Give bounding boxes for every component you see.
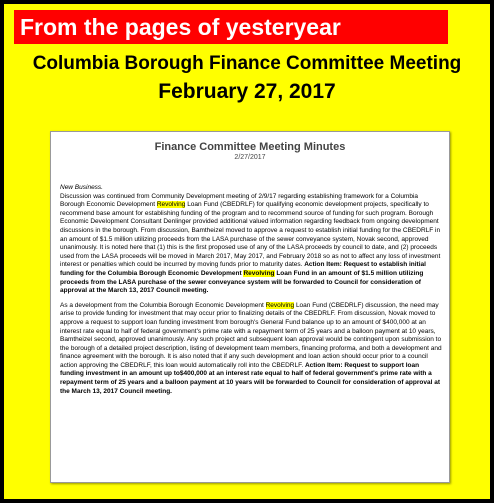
- action-item-1a: Action Item: Request to establish initial funding for the Columbia Borough Economic Development: [60, 261, 426, 277]
- document-date: 2/27/2017: [234, 154, 266, 161]
- headline-date: February 27, 2017: [158, 80, 336, 103]
- highlighted-word: Revolving: [265, 301, 295, 309]
- paragraph-1-text-a: Discussion was continued from Community Development meeting of 2/9/17 regarding establishing framework for a Columbia Borough Economic Development: [60, 192, 419, 209]
- paragraph-1: [60, 193, 442, 296]
- paragraph-2-text-b: Loan Fund (CBEDRLF) discussion, the need may arise to provide funding for investment that may occur prior to finalizing details of the CBEDRLF. From discussion, Novak moved to approve a request to support loan funding investment from borough's General Fund balance up to an amount of $400,000 at an interest rate equal to half of federal government's prime rate with a repayment term of 25 years and a balloon payment at 10 years, Bamtheizel second, approved unanimously. Any such project and subsequent loan approval would be contingent upon submission to the borough of a detailed project description, listing of development team members, financing proforma, and both a development and finance agreement with the borough. It is also noted that if any such development and loan action should occur prior to a council action approving the CBEDRLF, this loan would automatically roll into the CBEDRLF.: [60, 301, 442, 369]
- headline-title: Columbia Borough Finance Committee Meeting: [32, 53, 462, 74]
- paragraph-1-text-b: Loan Fund (CBEDRLF) for qualifying economic development projects, specifically to recommend base amount for establishing funding of the program and to recommend source of funding for such program. Borough Economic Development Consultant Denlinger provided additional valued information regarding feedback from ongoing development discussions in the borough. From discussion, Bamtheizel moved to approve a request to establish initial funding for the CBEDRLF in an amount of $1.5 million utilizing proceeds from the LASA purchase of the sewer conveyance system, Novak second, approved unanimously. It is noted here that (1) this is the first proposed use of any of the LASA proceeds by council to date, and (2) proceeds used from the LASA proceeds will be moved in March 2017, May 2017, and February 2018 so as not to affect any loss of investment interest or penalties which could be incurred by moving funds prior to maturity dates.: [60, 201, 441, 269]
- document-body: [60, 184, 442, 396]
- paragraph-2: [60, 302, 442, 397]
- minutes-document: [50, 131, 450, 483]
- document-title: Finance Committee Meeting Minutes: [154, 141, 346, 153]
- section-banner: From the pages of yesteryear: [14, 10, 448, 44]
- section-heading: New Business.: [60, 184, 103, 191]
- action-item-2: Action Item: Request to support loan funding investment in an amount up to$400,000 at an interest rate equal to half of federal government's prime rate with a repayment term of 25 years and a balloon payment at 10 years will be forwarded to Council for consideration of approval at the March 13, 2017 Council meeting.: [60, 361, 440, 395]
- highlighted-word: Revolving: [156, 201, 186, 209]
- highlighted-word: Revolving: [243, 269, 275, 277]
- paragraph-2-text-a: As a development from the Columbia Borough Economic Development: [60, 301, 266, 309]
- action-item-1b: Loan Fund in an amount of $1.5 million utilizing proceeds from the LASA purchase of the sewer conveyance system will be forwarded to Council for consideration of approval at the March 13, 2017 Council meeting.: [60, 269, 424, 295]
